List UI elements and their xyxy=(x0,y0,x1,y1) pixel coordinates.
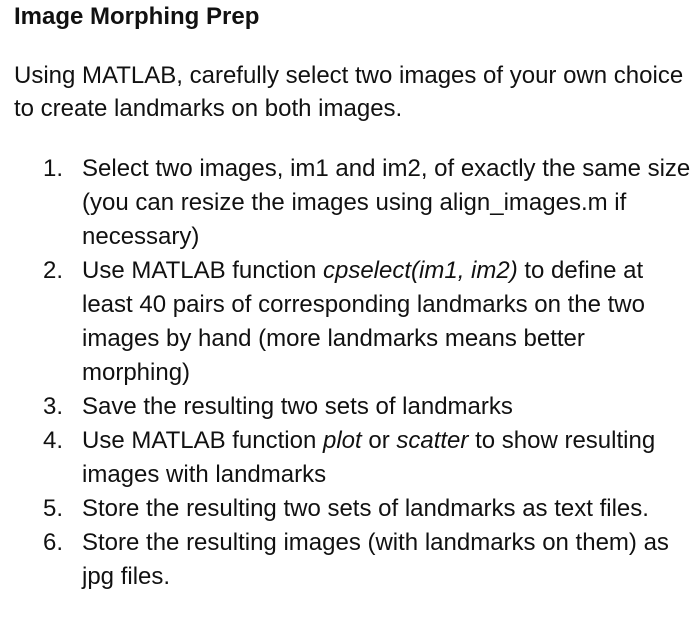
list-item-text: or xyxy=(361,427,397,454)
list-item-text: Store the resulting images (with landmarks on them) as jpg files. xyxy=(82,529,669,590)
list-item xyxy=(0,152,700,254)
list-item-number: 2. xyxy=(43,257,64,284)
list-item-text: Use MATLAB function xyxy=(82,257,323,284)
function-name-cpselect: cpselect(im1, im2) xyxy=(322,257,518,284)
list-item-text: Use MATLAB function xyxy=(82,427,323,454)
list-item-text: Select two images, im1 and im2, of exactly the same size (you can resize the images using align_images.m if necessary) xyxy=(82,155,691,250)
list-item-text: Save the resulting two sets of landmarks xyxy=(82,393,513,420)
list-item xyxy=(0,492,700,526)
list-item-number: 5. xyxy=(43,495,64,522)
function-name-scatter: scatter xyxy=(396,427,469,454)
list-item xyxy=(0,424,700,492)
function-name-plot: plot xyxy=(322,427,362,454)
intro-paragraph: Using MATLAB, carefully select two images of your own choice to create landmarks on both images. xyxy=(14,62,684,122)
list-item xyxy=(0,526,700,594)
steps-list xyxy=(0,152,700,594)
list-item-text: to show resulting images with landmarks xyxy=(82,427,656,488)
list-item-number: 6. xyxy=(43,529,64,556)
list-item-text: to define at least 40 pairs of corresponding landmarks on the two images by hand (more landmarks means better morphing) xyxy=(82,257,645,386)
list-item-number: 3. xyxy=(43,393,64,420)
list-item xyxy=(0,390,700,424)
page-title: Image Morphing Prep xyxy=(14,3,260,30)
list-item-text: Store the resulting two sets of landmarks as text files. xyxy=(82,495,649,522)
list-item-number: 4. xyxy=(43,427,64,454)
list-item xyxy=(0,254,700,390)
list-item-number: 1. xyxy=(43,155,64,182)
